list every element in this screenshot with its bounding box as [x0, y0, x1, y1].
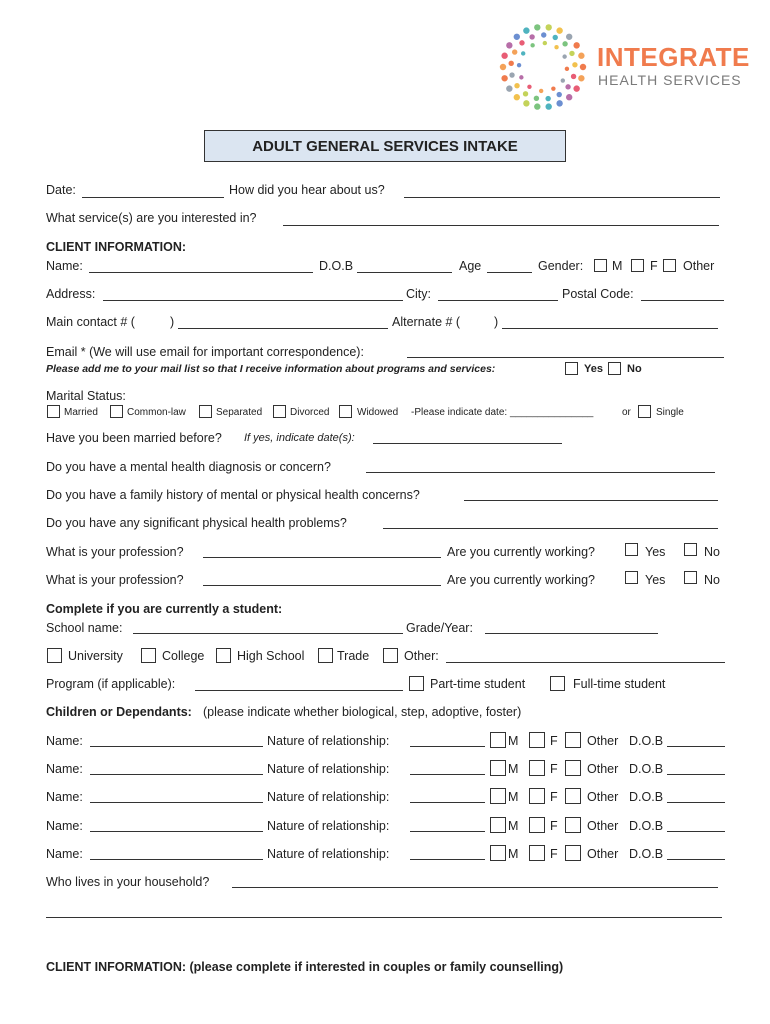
child-other-checkbox[interactable]: [565, 732, 581, 748]
alternate-paren: ): [494, 315, 499, 329]
child-name-label: Name:: [46, 762, 83, 776]
mail-list-yes-label: Yes: [584, 363, 603, 375]
child-m-checkbox[interactable]: [490, 817, 506, 833]
age-field[interactable]: [487, 272, 532, 273]
child-m-label: M: [508, 819, 519, 833]
full-time-checkbox[interactable]: [550, 676, 565, 691]
gender-other-checkbox[interactable]: [663, 259, 676, 272]
child-f-checkbox[interactable]: [529, 817, 545, 833]
child-f-label: F: [550, 762, 558, 776]
child-other-checkbox[interactable]: [565, 760, 581, 776]
date-field[interactable]: [82, 197, 224, 198]
form-title: ADULT GENERAL SERVICES INTAKE: [204, 130, 566, 162]
grade-field[interactable]: [485, 633, 658, 634]
child-f-label: F: [550, 734, 558, 748]
child-dob-field[interactable]: [667, 859, 725, 860]
other-school-label: Other:: [404, 649, 439, 663]
child-relationship-label: Nature of relationship:: [267, 734, 390, 748]
child-m-checkbox[interactable]: [490, 760, 506, 776]
child-f-label: F: [550, 819, 558, 833]
physical-health-label: Do you have any significant physical health problems?: [46, 516, 347, 530]
postal-field[interactable]: [641, 300, 724, 301]
child-name-label: Name:: [46, 790, 83, 804]
name-label: Name:: [46, 259, 83, 273]
alternate-label: Alternate # (: [392, 315, 461, 329]
family-history-label: Do you have a family history of mental or physical health concerns?: [46, 488, 420, 502]
working-no-checkbox[interactable]: [684, 571, 697, 584]
child-other-checkbox[interactable]: [565, 845, 581, 861]
working-label: Are you currently working?: [447, 545, 595, 559]
trade-label: Trade: [337, 649, 370, 663]
child-m-checkbox[interactable]: [490, 845, 506, 861]
child-other-label: Other: [587, 734, 619, 748]
full-time-label: Full-time student: [573, 677, 666, 691]
child-f-label: F: [550, 847, 558, 861]
working-yes-checkbox[interactable]: [625, 543, 638, 556]
age-label: Age: [459, 259, 482, 273]
child-relationship-field[interactable]: [410, 746, 485, 747]
mail-list-no-label: No: [627, 363, 642, 375]
common-law-label: Common-law: [127, 407, 186, 418]
marital-label: Marital Status:: [46, 389, 126, 403]
mail-list-no-checkbox[interactable]: [608, 362, 621, 375]
or-label: or: [622, 407, 631, 418]
working-no-label: No: [704, 573, 720, 587]
child-other-label: Other: [587, 847, 619, 861]
child-m-label: M: [508, 847, 519, 861]
program-field[interactable]: [195, 690, 403, 691]
married-before-note: If yes, indicate date(s):: [244, 432, 355, 444]
child-m-checkbox[interactable]: [490, 732, 506, 748]
gender-f-checkbox[interactable]: [631, 259, 644, 272]
child-name-label: Name:: [46, 819, 83, 833]
gender-label: Gender:: [538, 259, 584, 273]
married-label: Married: [64, 407, 98, 418]
city-field[interactable]: [438, 300, 558, 301]
child-dob-label: D.O.B: [629, 847, 664, 861]
child-relationship-field[interactable]: [410, 802, 485, 803]
child-name-field[interactable]: [90, 802, 263, 803]
child-m-label: M: [508, 762, 519, 776]
child-other-label: Other: [587, 762, 619, 776]
high-school-checkbox[interactable]: [216, 648, 231, 663]
child-relationship-label: Nature of relationship:: [267, 819, 390, 833]
working-no-checkbox[interactable]: [684, 543, 697, 556]
separated-label: Separated: [216, 407, 263, 418]
child-name-field[interactable]: [90, 746, 263, 747]
hear-label: How did you hear about us?: [229, 183, 385, 197]
brand-name: INTEGRATE: [597, 42, 750, 72]
university-checkbox[interactable]: [47, 648, 62, 663]
child-f-label: F: [550, 790, 558, 804]
mental-health-field[interactable]: [366, 472, 715, 473]
child-name-label: Name:: [46, 734, 83, 748]
child-f-checkbox[interactable]: [529, 788, 545, 804]
child-other-label: Other: [587, 819, 619, 833]
mail-list-yes-checkbox[interactable]: [565, 362, 578, 375]
widowed-date-note: -Please indicate date: _______________: [411, 407, 594, 418]
married-before-label: Have you been married before?: [46, 431, 222, 445]
child-relationship-field[interactable]: [410, 859, 485, 860]
gender-f-label: F: [650, 259, 658, 273]
profession-field[interactable]: [203, 557, 441, 558]
child-dob-label: D.O.B: [629, 762, 664, 776]
student-heading: Complete if you are currently a student:: [46, 602, 283, 616]
address-label: Address:: [46, 287, 96, 301]
child-other-label: Other: [587, 790, 619, 804]
child-m-label: M: [508, 790, 519, 804]
child-relationship-field[interactable]: [410, 831, 485, 832]
email-field[interactable]: [407, 357, 724, 358]
hear-field[interactable]: [404, 197, 720, 198]
married-before-field[interactable]: [373, 443, 562, 444]
household-field[interactable]: [232, 887, 718, 888]
date-label: Date:: [46, 183, 76, 197]
family-history-field[interactable]: [464, 500, 718, 501]
trade-checkbox[interactable]: [318, 648, 333, 663]
child-dob-label: D.O.B: [629, 819, 664, 833]
child-dob-label: D.O.B: [629, 790, 664, 804]
main-contact-field[interactable]: [178, 328, 388, 329]
child-dob-label: D.O.B: [629, 734, 664, 748]
program-label: Program (if applicable):: [46, 677, 176, 691]
household-field-continued[interactable]: [46, 917, 722, 918]
child-dob-field[interactable]: [667, 746, 725, 747]
main-contact-label: Main contact # (: [46, 315, 135, 329]
child-m-label: M: [508, 734, 519, 748]
children-heading-note: (please indicate whether biological, step, adoptive, foster): [203, 705, 522, 719]
profession-label: What is your profession?: [46, 545, 184, 559]
profession-label: What is your profession?: [46, 573, 184, 587]
child-other-checkbox[interactable]: [565, 817, 581, 833]
college-checkbox[interactable]: [141, 648, 156, 663]
child-name-label: Name:: [46, 847, 83, 861]
physical-health-field[interactable]: [383, 528, 718, 529]
services-field[interactable]: [283, 225, 719, 226]
gender-m-label: M: [612, 259, 623, 273]
couples-info-heading: CLIENT INFORMATION: (please complete if interested in couples or family counselling): [46, 960, 564, 974]
child-f-checkbox[interactable]: [529, 845, 545, 861]
children-heading: Children or Dependants:: [46, 705, 192, 719]
main-contact-paren: ): [170, 315, 175, 329]
child-name-field[interactable]: [90, 831, 263, 832]
client-info-heading: CLIENT INFORMATION:: [46, 240, 187, 254]
child-relationship-field[interactable]: [410, 774, 485, 775]
city-label: City:: [406, 287, 431, 301]
child-relationship-label: Nature of relationship:: [267, 847, 390, 861]
child-name-field[interactable]: [90, 859, 263, 860]
working-yes-checkbox[interactable]: [625, 571, 638, 584]
common-law-checkbox[interactable]: [110, 405, 123, 418]
logo-mark: [498, 22, 588, 112]
services-label: What service(s) are you interested in?: [46, 211, 257, 225]
working-yes-label: Yes: [645, 573, 666, 587]
child-m-checkbox[interactable]: [490, 788, 506, 804]
gender-m-checkbox[interactable]: [594, 259, 607, 272]
child-f-checkbox[interactable]: [529, 732, 545, 748]
child-f-checkbox[interactable]: [529, 760, 545, 776]
address-field[interactable]: [103, 300, 403, 301]
school-name-label: School name:: [46, 621, 123, 635]
mental-health-label: Do you have a mental health diagnosis or concern?: [46, 460, 331, 474]
single-checkbox[interactable]: [638, 405, 651, 418]
other-school-checkbox[interactable]: [383, 648, 398, 663]
widowed-label: Widowed: [357, 407, 399, 418]
postal-label: Postal Code:: [562, 287, 634, 301]
married-checkbox[interactable]: [47, 405, 60, 418]
dob-field[interactable]: [357, 272, 452, 273]
child-dob-field[interactable]: [667, 802, 725, 803]
part-time-checkbox[interactable]: [409, 676, 424, 691]
working-no-label: No: [704, 545, 720, 559]
college-label: College: [162, 649, 205, 663]
gender-other-label: Other: [683, 259, 715, 273]
part-time-label: Part-time student: [430, 677, 526, 691]
school-name-field[interactable]: [133, 633, 403, 634]
email-label: Email * (We will use email for important correspondence):: [46, 345, 364, 359]
child-relationship-label: Nature of relationship:: [267, 762, 390, 776]
name-field[interactable]: [89, 272, 313, 273]
working-label: Are you currently working?: [447, 573, 595, 587]
dob-label: D.O.B: [319, 259, 354, 273]
mail-list-text: Please add me to your mail list so that I receive information about programs and services:: [46, 363, 496, 375]
household-label: Who lives in your household?: [46, 875, 210, 889]
divorced-label: Divorced: [290, 407, 330, 418]
child-relationship-label: Nature of relationship:: [267, 790, 390, 804]
working-yes-label: Yes: [645, 545, 666, 559]
brand-tagline: HEALTH SERVICES: [598, 72, 742, 88]
child-other-checkbox[interactable]: [565, 788, 581, 804]
single-label: Single: [656, 407, 684, 418]
child-dob-field[interactable]: [667, 774, 725, 775]
separated-checkbox[interactable]: [199, 405, 212, 418]
university-label: University: [68, 649, 123, 663]
high-school-label: High School: [237, 649, 305, 663]
divorced-checkbox[interactable]: [273, 405, 286, 418]
grade-label: Grade/Year:: [406, 621, 473, 635]
other-school-field[interactable]: [446, 662, 725, 663]
child-dob-field[interactable]: [667, 831, 725, 832]
child-name-field[interactable]: [90, 774, 263, 775]
widowed-checkbox[interactable]: [339, 405, 352, 418]
alternate-field[interactable]: [502, 328, 718, 329]
profession-field[interactable]: [203, 585, 441, 586]
